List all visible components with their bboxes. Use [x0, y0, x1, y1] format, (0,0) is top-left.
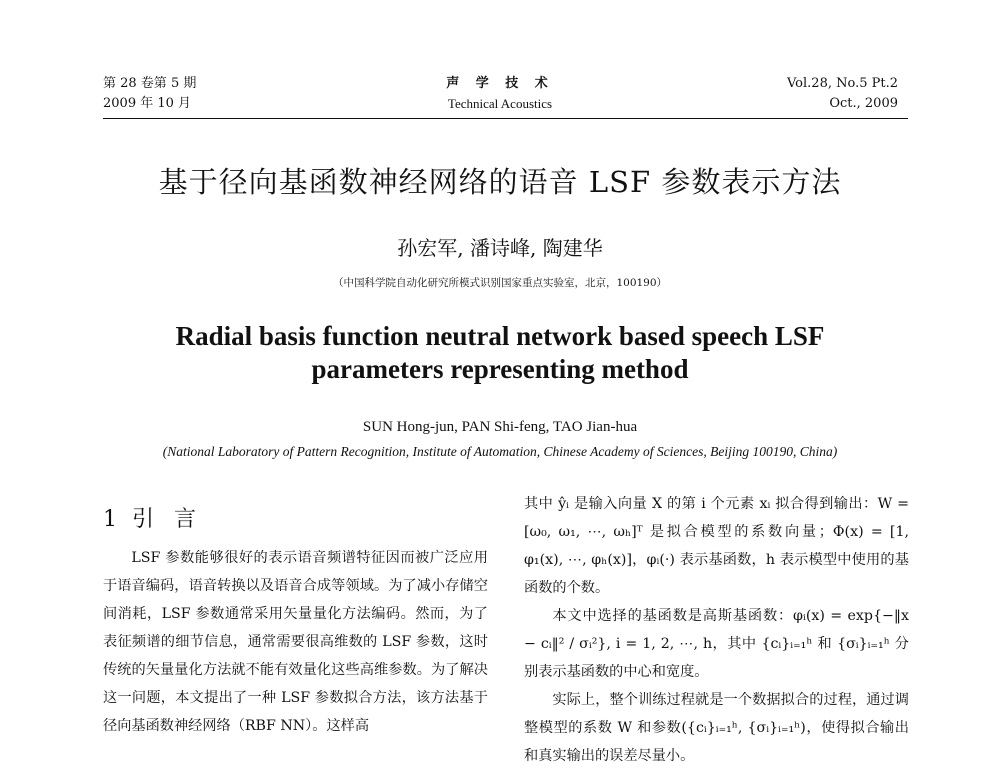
section-number: 1	[103, 507, 117, 532]
training-process-paragraph: 实际上，整个训练过程就是一个数据拟合的过程，通过调整模型的系数 W 和参数({cᵢ}ᵢ₌₁ʰ, {σᵢ}ᵢ₌₁ʰ)，使得拟合输出和真实输出的误差尽量小。	[524, 692, 909, 764]
journal-name-cn: 声 学 技 术	[446, 76, 554, 91]
publication-date-cn: 2009 年 10 月	[103, 96, 192, 111]
journal-volume-info	[103, 74, 196, 114]
journal-name-en: Technical Acoustics	[447, 96, 553, 111]
paper-title-cn: 基于径向基函数神经网络的语音 LSF 参数表示方法	[158, 165, 842, 199]
paper-title-en	[0, 320, 1000, 386]
body-column-right	[524, 490, 909, 770]
affiliation-cn: （中国科学院自动化研究所模式识别国家重点实验室，北京，100190）	[332, 277, 668, 289]
volume-issue-en: Vol.28, No.5 Pt.2	[786, 76, 898, 91]
journal-volume-info-en	[787, 74, 898, 114]
introduction-paragraph: LSF 参数能够很好的表示语音频谱特征因而被广泛应用于语音编码，语音转换以及语音合成等领域。为了减小存储空间消耗，LSF 参数通常采用矢量量化方法编码。然而，为了表征频谱的细节信息，通常需要很高维数的 LSF 参数，这时传统的矢量量化方法就不能有效量化这些高维参数。为了解决这一问题，本文提出了一种 LSF 参数拟合方法，该方法基于径向基函数神经网络（RBF NN）。这样高	[103, 550, 488, 734]
header-divider	[103, 118, 908, 119]
journal-name	[400, 74, 600, 114]
paper-title-en-line2: parameters representing method	[311, 354, 689, 384]
basis-function-paragraph: 本文中选择的基函数是高斯基函数：φᵢ(x) = exp{−‖x − cᵢ‖² / σᵢ²}, i = 1, 2, ⋯, h，其中 {cᵢ}ᵢ₌₁ʰ 和 {σᵢ}ᵢ₌₁ʰ 分别表示基函数的中心和宽度。	[524, 608, 909, 680]
section-heading	[103, 502, 216, 533]
affiliation-en: (National Laboratory of Pattern Recognition, Institute of Automation, Chinese Academy of Sciences, Beijing 100190, China)	[162, 444, 838, 459]
section-title: 引言	[132, 507, 217, 532]
paper-title-en-line1: Radial basis function neutral network based speech LSF	[175, 321, 825, 351]
volume-issue: 第 28 卷第 5 期	[103, 76, 197, 91]
authors-cn: 孙宏军, 潘诗峰, 陶建华	[397, 236, 603, 260]
equation-description-paragraph: 其中 ŷᵢ 是输入向量 X 的第 i 个元素 xᵢ 拟合得到输出：W = [ω₀, ω₁, ⋯, ωₕ]ᵀ 是拟合模型的系数向量；Φ(x) = [1, φ₁(x), ⋯, φₕ(x)]，φᵢ(·) 表示基函数，h 表示模型中使用的基函数的个数。	[524, 496, 909, 596]
body-column-left	[103, 544, 488, 740]
publication-date-en: Oct., 2009	[829, 96, 898, 111]
authors-en: SUN Hong-jun, PAN Shi-feng, TAO Jian-hua	[362, 419, 638, 435]
